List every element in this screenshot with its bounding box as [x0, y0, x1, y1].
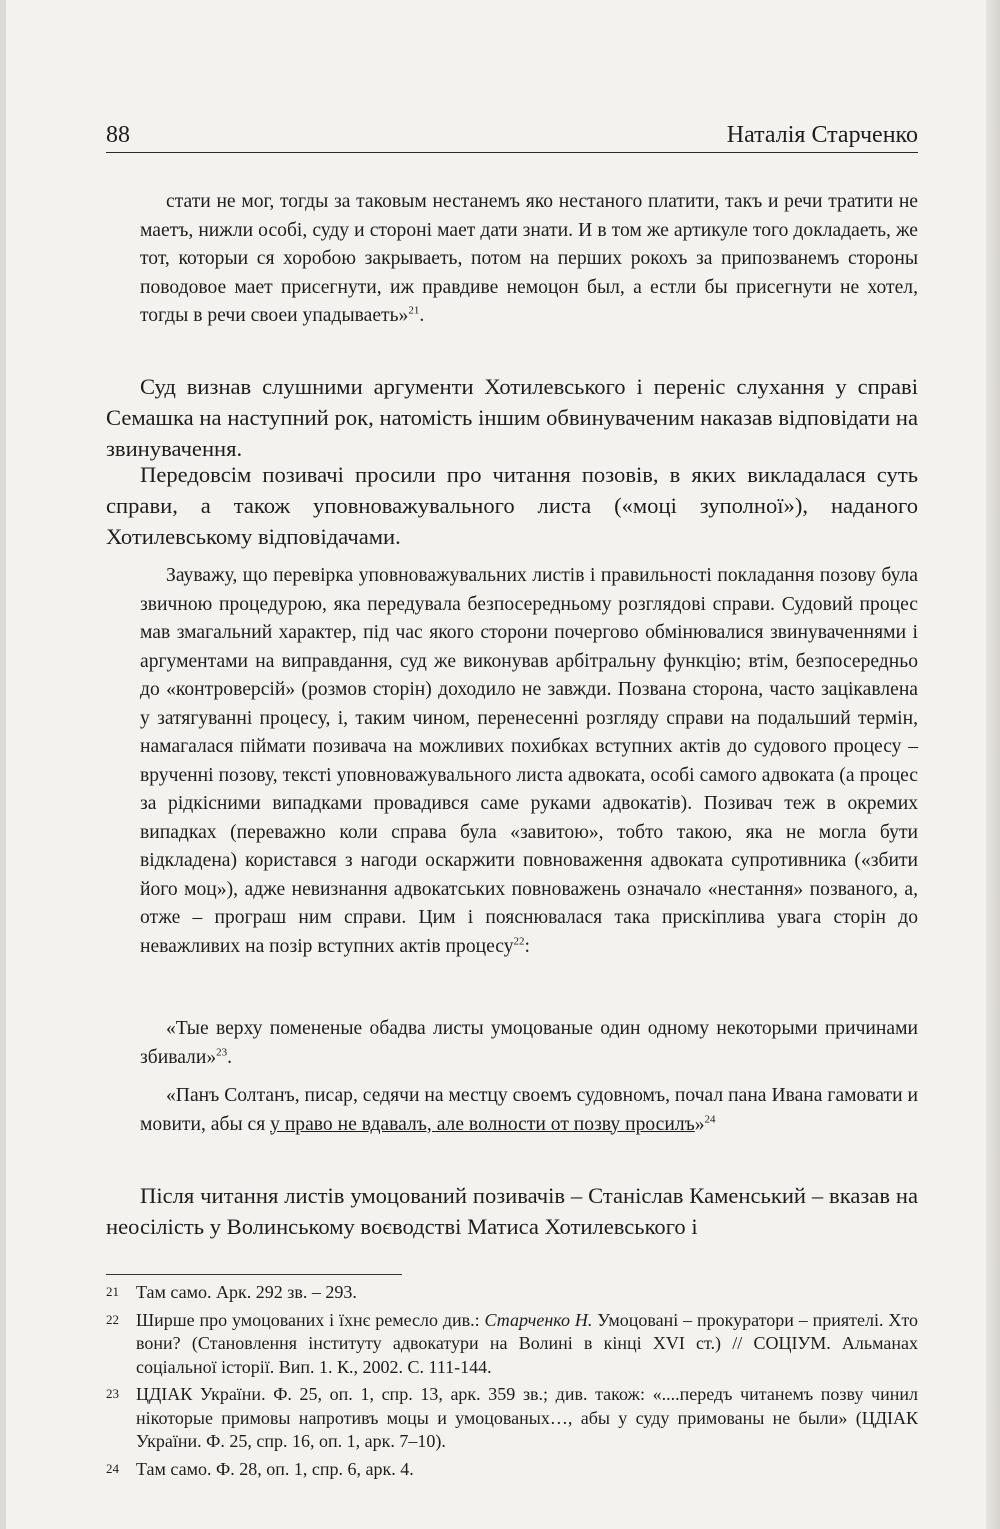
- footnote-ref-21[interactable]: 21: [408, 304, 420, 317]
- footnote-text: ЦДІАК України. Ф. 25, оп. 1, спр. 13, арк. 359 зв.; див. також: «....передъ читанемъ позву чинил нікоторые примовы напротивъ моцы и умоцованых…, абы у суду примованы не были» (ЦДІАК України. Ф. 25, спр. 16, оп. 1, арк. 7–10).: [136, 1384, 918, 1451]
- paragraph-plaintiffs-request: [106, 459, 918, 552]
- quote-3-close: »: [694, 1113, 705, 1135]
- quote-block-3: [140, 1082, 918, 1139]
- running-head: [106, 118, 918, 153]
- quote-2-tail: .: [227, 1046, 233, 1068]
- footnote-number: 24: [106, 1460, 119, 1476]
- footnote-number: 22: [106, 1311, 119, 1327]
- quote-2-text: «Тые верху помененые обадва листы умоцованые один одному некоторыми причинами збивали»: [140, 1018, 918, 1068]
- commentary-block: [140, 562, 918, 961]
- footnote-24: [106, 1458, 918, 1482]
- footnote-text: Там само. Ф. 28, оп. 1, спр. 6, арк. 4.: [136, 1458, 414, 1479]
- running-head-author: Наталія Старченко: [726, 122, 918, 148]
- quote-1-text: стати не мог, тогды за таковым нестанемъ яко нестаного платити, такъ и речи тратити не маетъ, нижли особі, суду и стороні мает дати знати. И в том же артикуле того докладаеть, же тот, которыи ся хоробою закрываеть, потом на перших рокохъ за припозванемъ стороны поводовое мает присегнути, иж правдиве немоцон был, а естли бы присегнути не хотел, тогды в речи своеи упадываеть»: [140, 191, 918, 326]
- quote-block-1: [140, 188, 918, 331]
- commentary-text: Зауважу, що перевірка уповноважувальних листів і правильності покладання позову була звичною процедурою, яка передувала безпосередньому розглядові справи. Судовий процес мав змагальний характер, під час якого сторони почергово обмінювалися звинуваченнями і аргументами на виправдання, суд же виконував арбітральну функцію; втім, безпосередньо до «контроверсій» (розмов сторін) доходило не завжди. Позвана сторона, часто зацікавлена у затягуванні процесу, і, таким чином, перенесенні розгляду справи на подальший термін, намагалася піймати позивача на можливих похибках вступних актів до судового процесу – врученні позову, тексті уповноважувального листа адвоката, особі самого адвоката (а процес за рідкісними випадками провадився саме руками адвокатів). Позивач теж в окремих випадках (переважно коли справа була «завитою», тобто такою, яка не могла бути відкладена) користався з нагоди оскаржити повноваження адвоката супротивника («збити його моц»), адже невизнання адвокатських повноважень означало «нестання» позваного, а, отже – програш ним справи. Цим і пояснювалася така прискіплива увага сторін до неважливих на позір вступних актів процесу: [140, 565, 918, 957]
- quote-3-text: «Панъ Солтанъ, писар, седячи на местцу своемъ судовномъ, почал пана Ивана гамовати и мовити, абы ся: [140, 1085, 918, 1135]
- commentary-tail: :: [524, 935, 530, 957]
- quote-3-underlined: у право не вдавалъ, але волности от позву просилъ: [270, 1113, 695, 1135]
- quote-1-tail: .: [419, 305, 425, 326]
- paragraph-after-reading: [106, 1180, 918, 1242]
- footnote-text: Ширше про умоцованих і їхнє ремесло див.:: [136, 1309, 485, 1330]
- footnotes: [106, 1281, 918, 1485]
- paragraph-text: Після читання листів умоцований позивачів – Станіслав Каменський – вказав на неосілість у Волинському воєводстві Матиса Хотилевського і: [106, 1183, 918, 1239]
- footnote-text-cont: Умоцовані – прокуратори – приятелі. Хто вони? (Становлення інституту адвокатури на Волині в кінці XVI ст.) // СОЦІУМ. Альманах соціальної історії. Вип. 1. К., 2002. С. 111-144.: [136, 1309, 918, 1377]
- paragraph-text: Передовсім позивачі просили про читання позовів, в яких викладалася суть справи, а також уповноважувального листа («моці зуполної»), наданого Хотилевському відповідачами.: [106, 462, 918, 549]
- footnote-ref-23[interactable]: 23: [216, 1045, 228, 1058]
- footnote-author-italic: Старченко Н.: [484, 1309, 593, 1330]
- paragraph-court-decision: [106, 371, 918, 464]
- paragraph-text: Суд визнав слушними аргументи Хотилевського і переніс слухання у справі Семашка на наступний рок, натомість іншим обвинуваченим наказав відповідати на звинувачення.: [106, 374, 918, 461]
- footnote-ref-22[interactable]: 22: [513, 934, 525, 947]
- footnote-number: 23: [106, 1386, 119, 1401]
- page-edge-right: [986, 0, 1000, 1529]
- footnote-22: [106, 1309, 918, 1380]
- footnote-ref-24[interactable]: 24: [704, 1112, 716, 1125]
- page-number: 88: [106, 122, 130, 148]
- page-edge-left: [0, 0, 6, 1529]
- quote-block-2: [140, 1015, 918, 1072]
- footnote-divider: [106, 1274, 402, 1275]
- footnote-number: 21: [106, 1284, 119, 1299]
- footnote-text: Там само. Арк. 292 зв. – 293.: [136, 1282, 357, 1302]
- footnote-23: [106, 1383, 918, 1454]
- footnote-21: [106, 1281, 918, 1305]
